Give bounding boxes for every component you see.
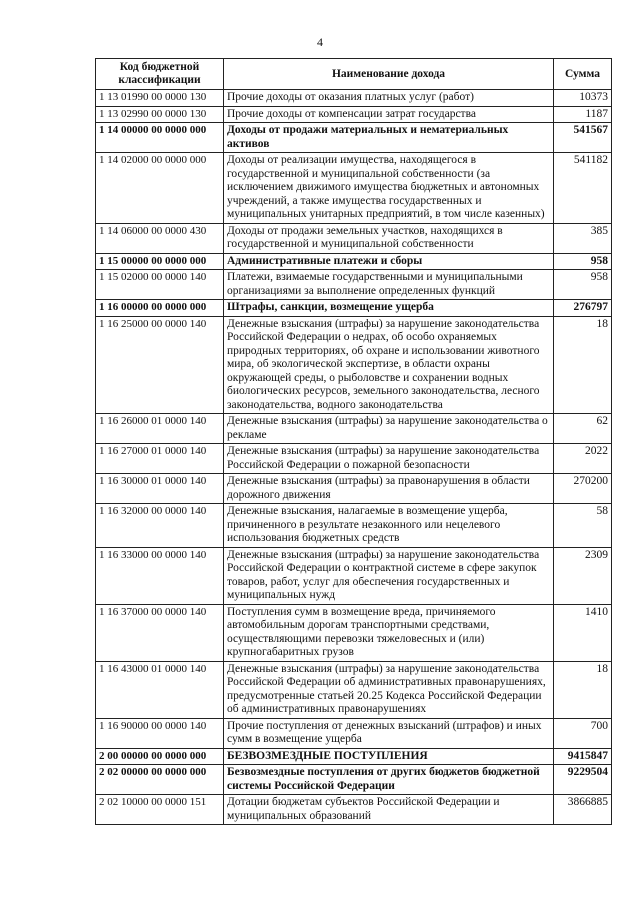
row-name-cell: Денежные взыскания, налагаемые в возмещение ущерба, причиненного в результате незаконного или нецелевого использования бюджетных средств bbox=[224, 504, 554, 548]
table-row bbox=[96, 223, 612, 253]
row-sum-cell: 10373 bbox=[554, 90, 612, 107]
row-sum-cell: 1187 bbox=[554, 106, 612, 123]
row-sum-cell: 2309 bbox=[554, 547, 612, 604]
table-row bbox=[96, 300, 612, 317]
row-sum-cell: 62 bbox=[554, 414, 612, 444]
row-name-cell: Поступления сумм в возмещение вреда, причиняемого автомобильным дорогам транспортными средствами, осуществляющими перевозки тяжеловесных и (или) крупногабаритных грузов bbox=[224, 604, 554, 661]
table-row bbox=[96, 765, 612, 795]
row-name-cell: Прочие доходы от оказания платных услуг (работ) bbox=[224, 90, 554, 107]
table-row bbox=[96, 547, 612, 604]
row-sum-cell: 270200 bbox=[554, 474, 612, 504]
row-sum-cell: 1410 bbox=[554, 604, 612, 661]
row-sum-cell: 541567 bbox=[554, 123, 612, 153]
row-sum-cell: 541182 bbox=[554, 153, 612, 224]
row-sum-cell: 18 bbox=[554, 661, 612, 718]
row-code-cell: 2 02 00000 00 0000 000 bbox=[96, 765, 224, 795]
row-name-cell: Денежные взыскания (штрафы) за нарушение законодательства о рекламе bbox=[224, 414, 554, 444]
row-code-cell: 1 15 00000 00 0000 000 bbox=[96, 253, 224, 270]
table-row bbox=[96, 253, 612, 270]
row-sum-cell: 276797 bbox=[554, 300, 612, 317]
row-sum-cell: 958 bbox=[554, 253, 612, 270]
table-row bbox=[96, 604, 612, 661]
table-row bbox=[96, 795, 612, 825]
table-row bbox=[96, 123, 612, 153]
row-name-cell: Доходы от продажи земельных участков, находящихся в государственной и муниципальной собственности bbox=[224, 223, 554, 253]
row-sum-cell: 9415847 bbox=[554, 748, 612, 765]
table-row bbox=[96, 474, 612, 504]
table-body bbox=[96, 90, 612, 825]
row-sum-cell: 9229504 bbox=[554, 765, 612, 795]
row-name-cell: Доходы от продажи материальных и нематериальных активов bbox=[224, 123, 554, 153]
row-sum-cell: 958 bbox=[554, 270, 612, 300]
row-name-cell: БЕЗВОЗМЕЗДНЫЕ ПОСТУПЛЕНИЯ bbox=[224, 748, 554, 765]
row-name-cell: Денежные взыскания (штрафы) за нарушение законодательства Российской Федерации о недрах, об особо охраняемых природных территориях, об охране и использовании животного мира, об экологической экспертизе, в области охраны окружающей среды, о рыболовстве и сохранении водных биологических ресурсов, земельного законодательства, лесного законодательства, водного законодательства bbox=[224, 316, 554, 414]
row-code-cell: 1 14 00000 00 0000 000 bbox=[96, 123, 224, 153]
row-code-cell: 1 16 00000 00 0000 000 bbox=[96, 300, 224, 317]
row-code-cell: 1 13 01990 00 0000 130 bbox=[96, 90, 224, 107]
table-row bbox=[96, 153, 612, 224]
table-header bbox=[96, 59, 612, 90]
row-name-cell: Денежные взыскания (штрафы) за нарушение законодательства Российской Федерации об административных правонарушениях, предусмотренные статьей 20.25 Кодекса Российской Федерации об административных правонарушениях bbox=[224, 661, 554, 718]
row-code-cell: 1 16 33000 00 0000 140 bbox=[96, 547, 224, 604]
row-sum-cell: 385 bbox=[554, 223, 612, 253]
row-code-cell: 1 16 26000 01 0000 140 bbox=[96, 414, 224, 444]
row-code-cell: 1 16 30000 01 0000 140 bbox=[96, 474, 224, 504]
row-sum-cell: 3866885 bbox=[554, 795, 612, 825]
row-code-cell: 1 14 02000 00 0000 000 bbox=[96, 153, 224, 224]
header-code: Код бюджетной классификации bbox=[96, 59, 224, 90]
header-name: Наименование дохода bbox=[224, 59, 554, 90]
row-name-cell: Денежные взыскания (штрафы) за нарушение законодательства Российской Федерации о пожарной безопасности bbox=[224, 444, 554, 474]
table-row bbox=[96, 270, 612, 300]
table-row bbox=[96, 106, 612, 123]
row-name-cell: Дотации бюджетам субъектов Российской Федерации и муниципальных образований bbox=[224, 795, 554, 825]
row-name-cell: Денежные взыскания (штрафы) за правонарушения в области дорожного движения bbox=[224, 474, 554, 504]
row-code-cell: 2 02 10000 00 0000 151 bbox=[96, 795, 224, 825]
table-row bbox=[96, 748, 612, 765]
row-code-cell: 1 16 32000 00 0000 140 bbox=[96, 504, 224, 548]
row-sum-cell: 58 bbox=[554, 504, 612, 548]
table-row bbox=[96, 661, 612, 718]
row-code-cell: 1 16 27000 01 0000 140 bbox=[96, 444, 224, 474]
row-name-cell: Денежные взыскания (штрафы) за нарушение законодательства Российской Федерации о контрактной системе в сфере закупок товаров, работ, услуг для обеспечения государственных и муниципальных нужд bbox=[224, 547, 554, 604]
table-row bbox=[96, 90, 612, 107]
row-name-cell: Доходы от реализации имущества, находящегося в государственной и муниципальной собственности (за исключением движимого имущества бюджетных и автономных учреждений, а также имущества государственных и муниципальных унитарных предприятий, в том числе казенных) bbox=[224, 153, 554, 224]
table-row bbox=[96, 444, 612, 474]
row-code-cell: 1 13 02990 00 0000 130 bbox=[96, 106, 224, 123]
row-name-cell: Прочие поступления от денежных взысканий (штрафов) и иных сумм в возмещение ущерба bbox=[224, 718, 554, 748]
page-number: 4 bbox=[317, 35, 323, 49]
row-code-cell: 1 16 90000 00 0000 140 bbox=[96, 718, 224, 748]
row-code-cell: 1 16 25000 00 0000 140 bbox=[96, 316, 224, 414]
table-row bbox=[96, 316, 612, 414]
table-row bbox=[96, 718, 612, 748]
table-row bbox=[96, 414, 612, 444]
table-row bbox=[96, 504, 612, 548]
row-code-cell: 1 15 02000 00 0000 140 bbox=[96, 270, 224, 300]
row-code-cell: 1 14 06000 00 0000 430 bbox=[96, 223, 224, 253]
row-sum-cell: 2022 bbox=[554, 444, 612, 474]
row-code-cell: 1 16 43000 01 0000 140 bbox=[96, 661, 224, 718]
row-sum-cell: 700 bbox=[554, 718, 612, 748]
row-name-cell: Прочие доходы от компенсации затрат государства bbox=[224, 106, 554, 123]
row-sum-cell: 18 bbox=[554, 316, 612, 414]
header-row bbox=[96, 59, 612, 90]
row-code-cell: 1 16 37000 00 0000 140 bbox=[96, 604, 224, 661]
row-code-cell: 2 00 00000 00 0000 000 bbox=[96, 748, 224, 765]
row-name-cell: Платежи, взимаемые государственными и муниципальными организациями за выполнение определенных функций bbox=[224, 270, 554, 300]
row-name-cell: Штрафы, санкции, возмещение ущерба bbox=[224, 300, 554, 317]
header-sum: Сумма bbox=[554, 59, 612, 90]
revenue-table bbox=[95, 58, 612, 825]
row-name-cell: Безвозмездные поступления от других бюджетов бюджетной системы Российской Федерации bbox=[224, 765, 554, 795]
row-name-cell: Административные платежи и сборы bbox=[224, 253, 554, 270]
